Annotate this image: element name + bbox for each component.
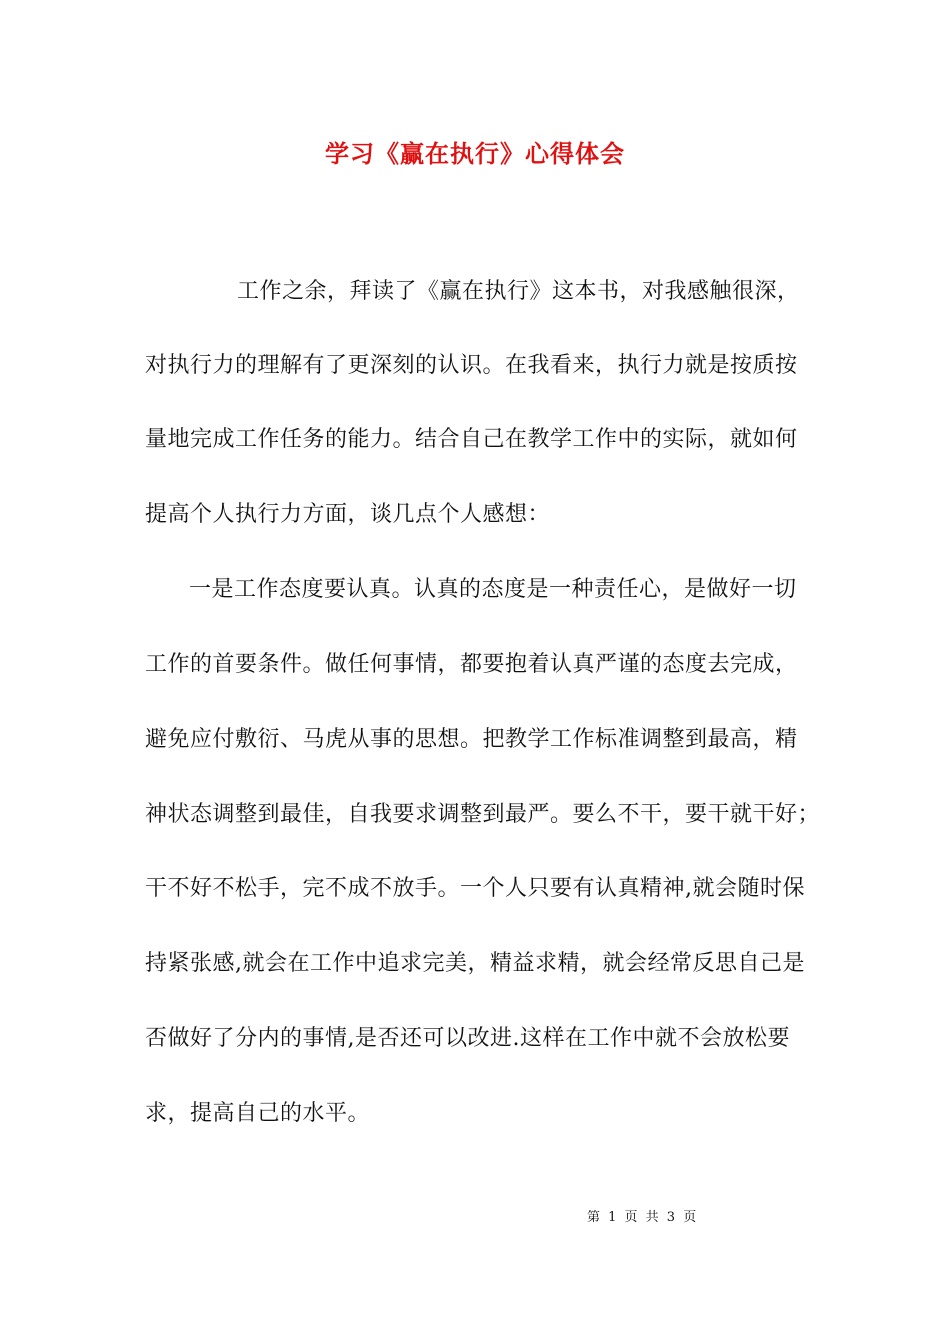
paragraph-line: 提高个人执行力方面，谈几点个人感想： xyxy=(145,502,551,527)
paragraph-line: 否做好了分内的事情,是否还可以改进.这样在工作中就不会放松要 xyxy=(145,1026,790,1051)
paragraph-line: 工作之余，拜读了《赢在执行》这本书，对我感触很深， xyxy=(237,279,800,304)
paragraph-line: 持紧张感,就会在工作中追求完美，精益求精，就会经常反思自己是 xyxy=(145,951,805,976)
paragraph-line: 工作的首要条件。做任何事情，都要抱着认真严谨的态度去完成， xyxy=(145,652,798,677)
paragraph-line: 避免应付敷衍、马虎从事的思想。把教学工作标准调整到最高，精 xyxy=(145,727,798,752)
paragraph-line: 对执行力的理解有了更深刻的认识。在我看来，执行力就是按质按 xyxy=(145,353,798,378)
paragraph-line: 干不好不松手，完不成不放手。一个人只要有认真精神,就会随时保 xyxy=(145,876,805,901)
paragraph-line: 求，提高自己的水平。 xyxy=(145,1101,371,1126)
paragraph-line: 一是工作态度要认真。认真的态度是一种责任心，是做好一切 xyxy=(189,577,797,602)
paragraph-line: 量地完成工作任务的能力。结合自己在教学工作中的实际，就如何 xyxy=(145,427,798,452)
paragraph-line: 神状态调整到最佳，自我要求调整到最严。要么不干，要干就干好； xyxy=(145,802,821,827)
document-title: 学习《赢在执行》心得体会 xyxy=(325,139,625,168)
page-number-footer: 第 1 页 共 3 页 xyxy=(587,1210,699,1225)
